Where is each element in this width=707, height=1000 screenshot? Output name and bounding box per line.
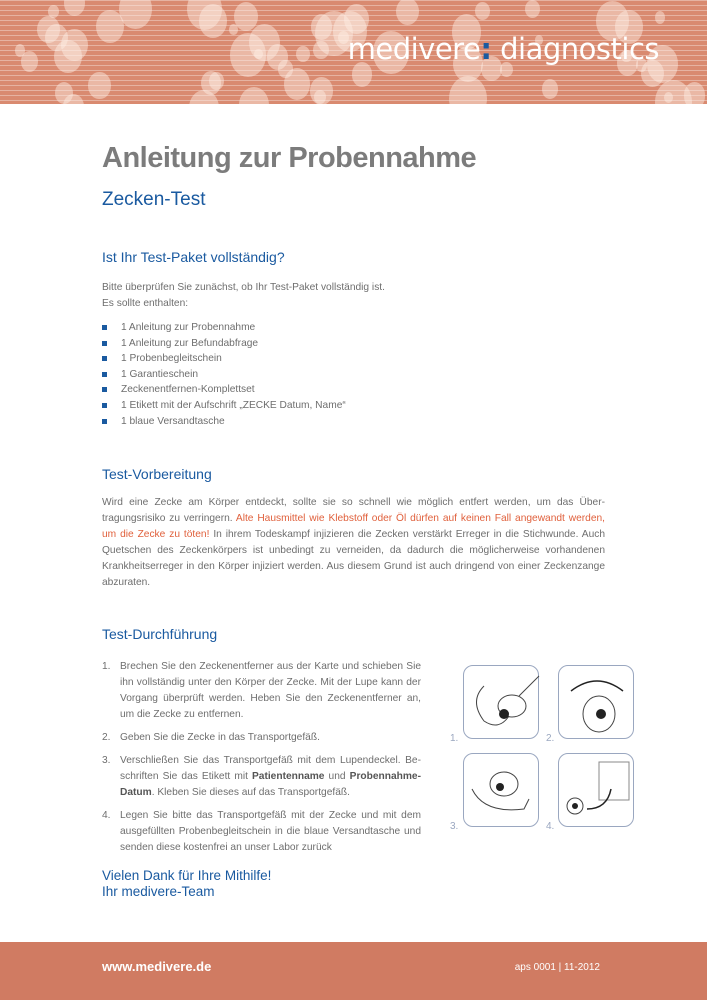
illustration-step-1 <box>463 665 539 739</box>
preparation-text: Wird eine Zecke am Körper entdeckt, sollte sie so schnell wie möglich entfert werden, um das Übertragungsrisiko zu verringern. Alte Hausmittel wie Klebstoff oder Öl dürfen auf keinen Fall angewandt werden, um die Zecke zu töten! In ihrem Todeskampf injizieren die Zecken verstärkt Erreger in die Stichwunde. Auch Quetschen des Zeckenkörpers ist unbedingt zu verneiden, da dadurch die möglicherweise vorhandenen Krankheitserreger in den Körper injiziert werden. Aus diesem Grund ist auch dringend von einer Zeckenzange abzuraten. <box>102 497 606 589</box>
list-item: Zeckenentfernen-Komplettset <box>102 382 605 398</box>
decorative-bubble <box>684 82 706 104</box>
decorative-bubble <box>310 77 333 104</box>
decorative-bubble <box>88 72 110 98</box>
decorative-bubble <box>209 72 224 90</box>
list-item: 1 Anleitung zur Probennahme <box>102 320 605 336</box>
steps-list <box>102 659 421 856</box>
decorative-bubble <box>254 49 262 59</box>
figure-label: 2. <box>546 733 555 744</box>
decorative-bubble <box>542 79 558 98</box>
document-code: aps 0001 | 11-2012 <box>514 962 600 973</box>
section-heading: Ist Ihr Test-Paket vollständig? <box>102 249 285 265</box>
illustration-step-3 <box>463 753 539 827</box>
step-item: 4. Legen Sie bitte das Transportgefäß mit der Zecke und mit dem ausgefüllten Probenbegleitschein in die blaue Versandtasche und senden diese kostenfrei an unser Labor zurück <box>102 810 421 854</box>
decorative-bubble <box>48 5 58 18</box>
decorative-bubble <box>396 0 419 25</box>
decorative-bubble <box>655 11 665 23</box>
list-item: 1 Garantieschein <box>102 367 605 383</box>
decorative-bubble <box>475 2 490 20</box>
section-heading: Test-Vorbereitung <box>102 466 212 483</box>
decorative-bubble <box>267 44 288 69</box>
contents-list <box>102 320 605 429</box>
logo: medivere: diagnostics <box>347 32 659 66</box>
step-item: 1. Brechen Sie den Zeckenentferner aus der Karte und schieben Sie ihn vollständig unter den Körper der Zecke. Mit der Lupe kann der Vorgang überprüft werden. Heben Sie den Zeckenentferner an, um die Zecke zu entfernen. <box>102 661 421 721</box>
figure-label: 4. <box>546 821 555 832</box>
page-title: Anleitung zur Probennahme <box>102 142 477 174</box>
decorative-bubble <box>119 0 152 29</box>
instruction-illustrations <box>450 665 640 835</box>
intro-text: Bitte überprüfen Sie zunächst, ob Ihr Test-Paket vollständig ist. Es sollte enthalten: <box>102 282 385 309</box>
step-item: 2. Geben Sie die Zecke in das Transportgefäß. <box>102 732 320 744</box>
decorative-bubble <box>64 0 86 16</box>
decorative-bubble <box>311 14 333 40</box>
page-subtitle: Zecken-Test <box>102 189 206 210</box>
decorative-bubble <box>296 46 310 62</box>
list-item: 1 Etikett mit der Aufschrift „ZECKE Datum, Name“ <box>102 398 605 414</box>
warning-text: Alte Hausmittel wie Klebstoff oder Öl dürfen auf keinen Fall angewandt werden, um die Zecke zu töten! <box>102 513 605 541</box>
list-item: 1 blaue Versandtasche <box>102 414 605 430</box>
decorative-bubble <box>61 29 88 61</box>
decorative-bubble <box>229 24 238 34</box>
header-banner <box>0 0 707 104</box>
decorative-bubble <box>525 0 540 18</box>
closing-message: Vielen Dank für Ihre Mithilfe! Ihr medivere-Team <box>102 868 272 900</box>
illustration-step-2 <box>558 665 634 739</box>
figure-label: 1. <box>450 733 459 744</box>
illustration-step-4 <box>558 753 634 827</box>
step-item: 3. Verschließen Sie das Transportgefäß mit dem Lupendeckel. Beschriften Sie das Etikett mit Patientenname und Probennahme-Datum. Kleben Sie dieses auf das Transportgefäß. <box>102 755 421 799</box>
website-link[interactable]: www.medivere.de <box>102 959 212 974</box>
footer <box>0 942 707 1000</box>
decorative-bubble <box>449 76 487 104</box>
figure-label: 3. <box>450 821 459 832</box>
section-heading: Test-Durchführung <box>102 626 218 643</box>
decorative-bubble <box>239 87 269 104</box>
decorative-bubble <box>21 51 38 72</box>
list-item: 1 Anleitung zur Befundabfrage <box>102 336 605 352</box>
list-item: 1 Probenbegleitschein <box>102 351 605 367</box>
